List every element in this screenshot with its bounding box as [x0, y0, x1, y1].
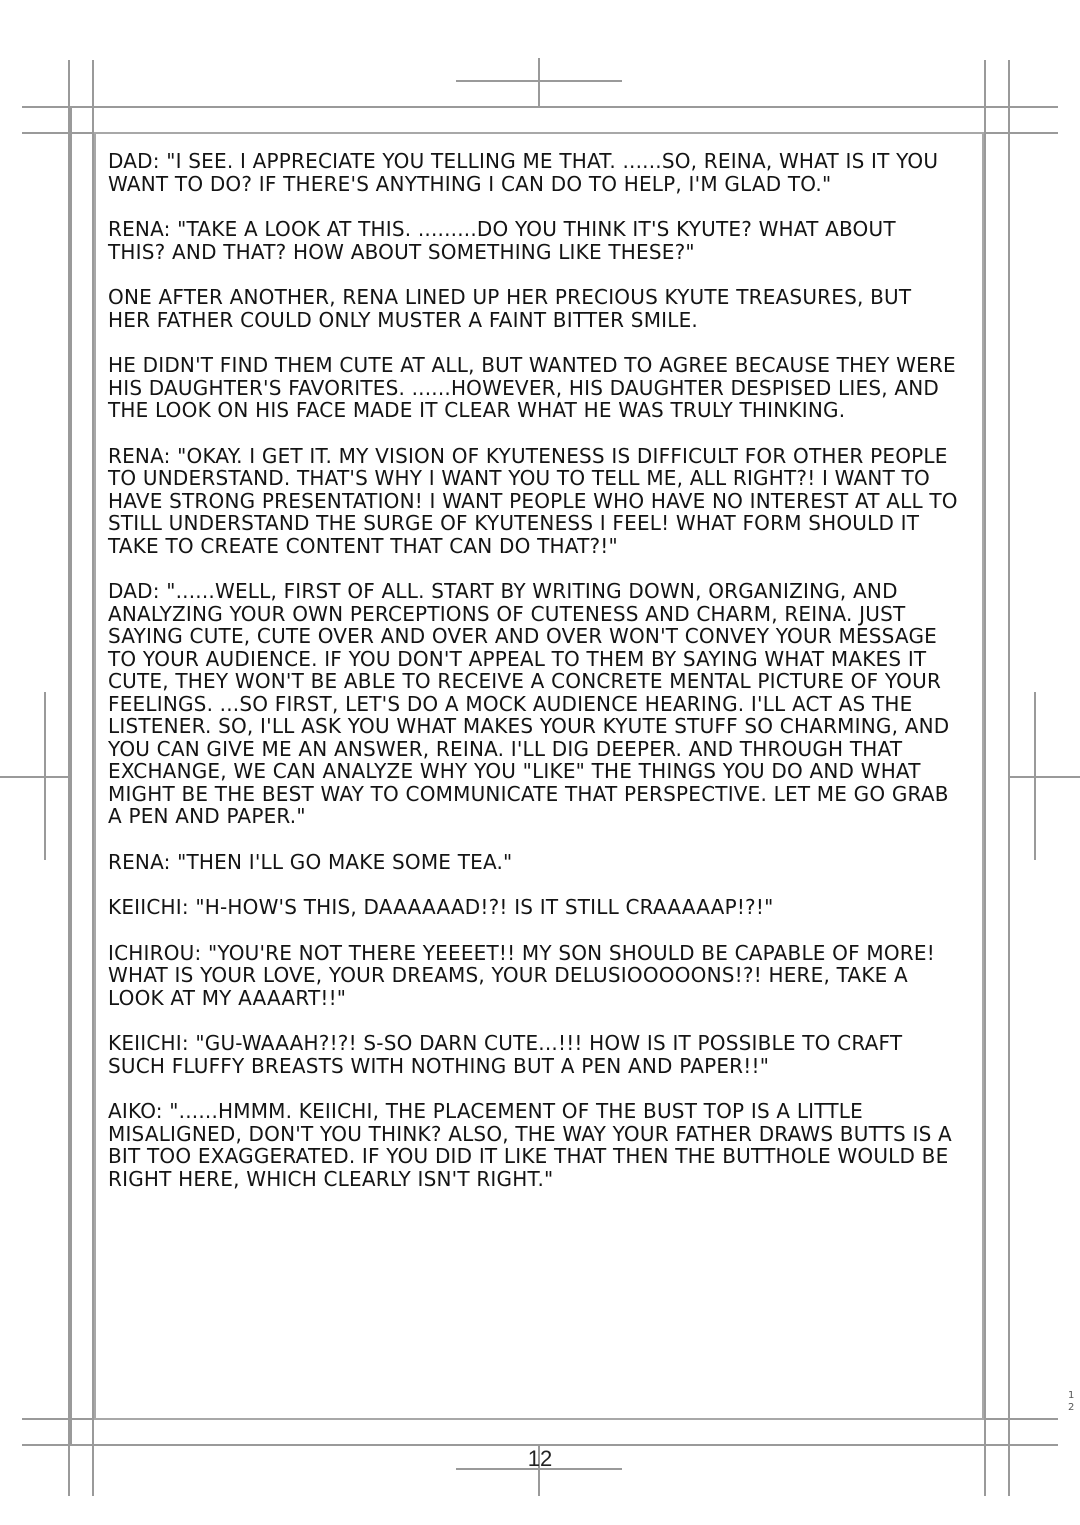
- paragraph: KEIICHI: "GU-WAAAH?!?! S-SO DARN CUTE...!!! HOW IS IT POSSIBLE TO CRAFT SUCH FLUFFY BREASTS WITH NOTHING BUT A PEN AND PAPER!!": [108, 1031, 903, 1078]
- page-number: 12: [527, 1446, 553, 1471]
- paragraph: RENA: "TAKE A LOOK AT THIS. .........DO YOU THINK IT'S KYUTE? WHAT ABOUT THIS? AND THAT? HOW ABOUT SOMETHING LIKE THESE?": [108, 217, 896, 264]
- paragraph: KEIICHI: "H-HOW'S THIS, DAAAAAAD!?! IS IT STILL CRAAAAAP!?!": [108, 895, 774, 919]
- paragraph: RENA: "THEN I'LL GO MAKE SOME TEA.": [108, 849, 513, 874]
- paragraph: RENA: "OKAY. I GET IT. MY VISION OF KYUTENESS IS DIFFICULT FOR OTHER PEOPLE TO UNDERSTAND. THAT'S WHY I WANT YOU TO TELL ME, ALL RIGHT?! I WANT TO HAVE STRONG PRESENTATION! I WANT PEOPLE WHO HAVE NO INTEREST AT ALL TO STILL UNDERSTAND THE SURGE OF KYUTENESS I FEEL! WHAT FORM SHOULD IT TAKE TO CREATE CONTENT THAT CAN DO THAT?!": [108, 443, 958, 558]
- paragraph: ICHIROU: "YOU'RE NOT THERE YEEEET!! MY SON SHOULD BE CAPABLE OF MORE! WHAT IS YOUR LOVE, YOUR DREAMS, YOUR DELUSIOOOOONS!?! HERE, TAKE A LOOK AT MY AAAART!!": [108, 940, 935, 1010]
- paragraph: DAD: "I SEE. I APPRECIATE YOU TELLING ME THAT. ......SO, REINA, WHAT IS IT YOU WANT TO DO? IF THERE'S ANYTHING I CAN DO TO HELP, I'M GLAD TO.": [108, 149, 939, 196]
- page-text: [108, 150, 958, 1213]
- side-mark: 1 2: [1068, 1390, 1075, 1413]
- registration-mark: [1034, 692, 1036, 860]
- registration-mark: [1010, 776, 1080, 778]
- paragraph: HE DIDN'T FIND THEM CUTE AT ALL, BUT WANTED TO AGREE BECAUSE THEY WERE HIS DAUGHTER'S FAVORITES. ......HOWEVER, HIS DAUGHTER DESPISED LIES, AND THE LOOK ON HIS FACE MADE IT CLEAR WHAT HE WAS TRULY THINKING.: [108, 353, 956, 422]
- registration-mark: [538, 58, 540, 106]
- paragraph: DAD: "......WELL, FIRST OF ALL. START BY WRITING DOWN, ORGANIZING, AND ANALYZING YOUR OWN PERCEPTIONS OF CUTENESS AND CHARM, REINA. JUST SAYING CUTE, CUTE OVER AND OVER AND OVER WON'T CONVEY YOUR MESSAGE TO YOUR AUDIENCE. IF YOU DON'T APPEAL TO THEM BY SAYING WHAT MAKES IT CUTE, THEY WON'T BE ABLE TO RECEIVE A CONCRETE MENTAL PICTURE OF YOUR FEELINGS. ...SO FIRST, LET'S DO A MOCK AUDIENCE HEARING. I'LL ACT AS THE LISTENER. SO, I'LL ASK YOU WHAT MAKES YOUR KYUTE STUFF SO CHARMING, AND YOU CAN GIVE ME AN ANSWER, REINA. I'LL DIG DEEPER. AND THROUGH THAT EXCHANGE, WE CAN ANALYZE WHY YOU "LIKE" THE THINGS YOU DO AND WHAT MIGHT BE THE BEST WAY TO COMMUNICATE THAT PERSPECTIVE. LET ME GO GRAB A PEN AND PAPER.": [108, 579, 950, 828]
- registration-mark: [44, 692, 46, 860]
- paragraph: ONE AFTER ANOTHER, RENA LINED UP HER PRECIOUS KYUTE TREASURES, BUT HER FATHER COULD ONLY MUSTER A FAINT BITTER SMILE.: [108, 285, 912, 332]
- registration-mark: [0, 776, 68, 778]
- paragraph: AIKO: "......HMMM. KEIICHI, THE PLACEMENT OF THE BUST TOP IS A LITTLE MISALIGNED, DON'T YOU THINK? ALSO, THE WAY YOUR FATHER DRAWS BUTTS IS A BIT TOO EXAGGERATED. IF YOU DID IT LIKE THAT THEN THE BUTTHOLE WOULD BE RIGHT HERE, WHICH CLEARLY ISN'T RIGHT.": [108, 1099, 952, 1191]
